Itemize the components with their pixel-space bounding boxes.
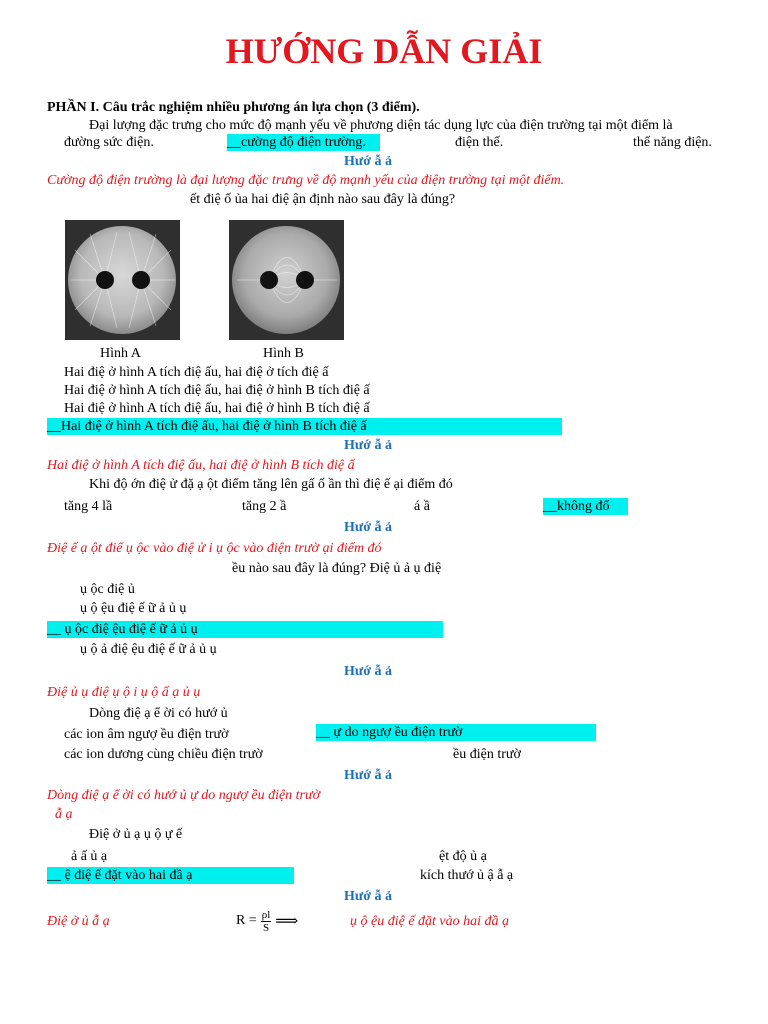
q2-solution: Hai điệ ở hình A tích điệ ấu, hai điệ ở hình B tích điệ ấ	[47, 458, 355, 473]
q6-solution-post: ụ ộ ệu điệ ế đặt vào hai đầ ạ	[350, 914, 510, 929]
page-title: HƯỚNG DẪN GIẢI	[225, 31, 543, 71]
figure-b-image	[229, 220, 344, 340]
q2-option-a: Hai điệ ở hình A tích điệ ấu, hai điệ ở tích điệ ấ	[64, 365, 329, 380]
q6-option-b: ệt độ ủ ạ	[439, 849, 487, 864]
q5-solution-line1: Dòng điệ ạ ể ời có hướ ủ ự do ngượ ều điện trườ	[47, 788, 321, 803]
q3-option-a: tăng 4 lầ	[64, 499, 113, 514]
q1-solution: Cường độ điện trường là đại lượng đặc trưng về độ mạnh yếu của điện trường tại một điểm.	[47, 173, 565, 188]
q6-option-d: kích thướ ủ ậ ẫ ạ	[420, 868, 514, 883]
q2-stem: ết điệ ố ủa hai điệ ận định nào sau đây là đúng?	[190, 192, 456, 207]
q5-option-c: các ion dương cùng chiều điện trườ	[64, 747, 263, 762]
q6-formula	[236, 905, 298, 937]
q6-stem: Điệ ở ủ ạ ụ ộ ự ế	[89, 827, 183, 842]
q1-guide-label: Hướ ẫ ả	[344, 154, 393, 169]
q3-solution: Điệ ế ạ ột điể ụ ộc vào điệ ử i ụ ộc vào điện trườ ại điểm đó	[47, 541, 382, 556]
q4-option-b: ụ ộ ệu điệ ế ữ ả ủ ụ	[80, 601, 187, 616]
q6-option-c: __ ệ điệ ế đặt vào hai đầ ạ	[47, 868, 193, 883]
q5-option-b: __ ự do ngượ ều điện trườ	[316, 725, 463, 740]
formula-numerator: ρl	[261, 908, 271, 921]
formula-arrow: ⟹	[275, 913, 299, 930]
q4-stem: ều nào sau đây là đúng? Điệ ủ ả ụ điệ	[232, 561, 442, 576]
q2-option-d: __Hai điệ ở hình A tích điệ ấu, hai điệ ở hình B tích điệ ấ	[47, 419, 367, 434]
q5-stem: Dòng điệ ạ ể ời có hướ ủ	[89, 706, 228, 721]
q4-option-d: ụ ộ ả điệ ệu điệ ế ữ ả ủ ụ	[80, 642, 217, 657]
q2-guide-label: Hướ ẫ ả	[344, 438, 393, 453]
q1-option-d: thế năng điện.	[633, 135, 712, 150]
figure-b-caption: Hình B	[263, 346, 304, 361]
q6-guide-label: Hướ ẫ ả	[344, 889, 393, 904]
q5-solution-line2: ẫ ạ	[55, 807, 73, 822]
q3-option-c: á ầ	[414, 499, 430, 514]
q5-guide-label: Hướ ẫ ả	[344, 768, 393, 783]
formula-fraction	[261, 909, 272, 934]
formula-lhs: R =	[236, 913, 257, 928]
q5-option-d: ều điện trườ	[453, 747, 521, 762]
q4-option-a: ụ ộc điệ ủ	[80, 582, 135, 597]
q1-option-a: đường sức điện.	[64, 135, 154, 150]
formula-denominator: S	[262, 921, 270, 934]
q4-solution: Điệ ủ ụ điệ ụ ộ i ụ ộ ấ ạ ủ ụ	[47, 685, 201, 700]
part-heading: PHẦN I. Câu trắc nghiệm nhiều phương án lựa chọn (3 điểm).	[47, 100, 420, 115]
q1-option-c: điện thế.	[455, 135, 504, 150]
q3-option-d: __không đổ	[543, 499, 610, 514]
q2-option-c: Hai điệ ở hình A tích điệ ấu, hai điệ ở hình B tích điệ ấ	[64, 401, 370, 416]
q5-option-a: các ion âm ngượ ều điện trườ	[64, 727, 229, 742]
q3-guide-label: Hướ ẫ ả	[344, 520, 393, 535]
figure-a-image	[65, 220, 180, 340]
q1-option-b: __cường độ điện trường.	[227, 135, 366, 150]
q3-stem: Khi độ ớn điệ ử đặ ạ ột điểm tăng lên gấ ố ần thì điệ ế ại điểm đó	[89, 477, 453, 492]
q2-option-b: Hai điệ ở hình A tích điệ ấu, hai điệ ở hình B tích điệ ấ	[64, 383, 370, 398]
q6-solution-pre: Điệ ở ủ ẫ ạ	[47, 914, 110, 929]
q4-option-c: __ ụ ộc điệ ệu điệ ế ữ ả ủ ụ	[47, 622, 198, 637]
figure-a-caption: Hình A	[100, 346, 141, 361]
q3-option-b: tăng 2 ầ	[242, 499, 287, 514]
q1-stem: Đại lượng đặc trưng cho mức độ mạnh yếu về phương diện tác dụng lực của điện trường tại một điểm là	[89, 118, 673, 133]
q6-option-a: ả ấ ủ ạ	[71, 849, 108, 864]
q4-guide-label: Hướ ẫ ả	[344, 664, 393, 679]
